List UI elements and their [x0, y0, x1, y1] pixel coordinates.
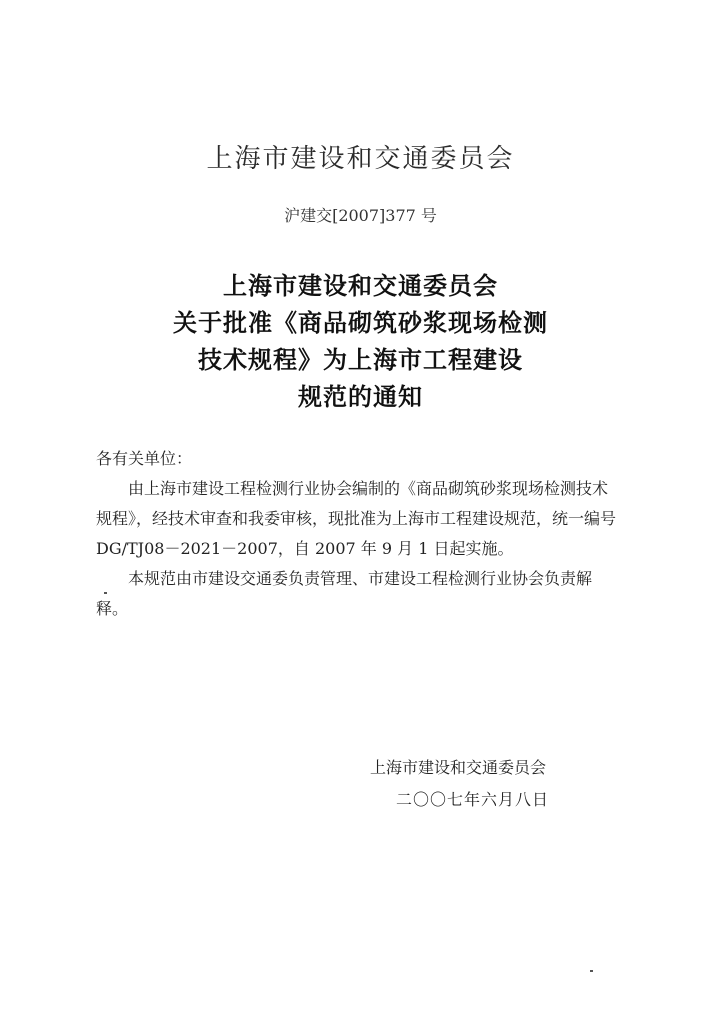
title-line: 规范的通知	[298, 383, 423, 411]
scan-speck	[104, 592, 107, 594]
notice-body	[96, 444, 616, 624]
signature-organization: 上海市建设和交通委员会	[370, 758, 547, 777]
title-line: 技术规程》为上海市工程建设	[198, 346, 523, 374]
signature-block	[370, 752, 610, 816]
notice-title	[0, 268, 721, 416]
signature-date: 二〇〇七年六月八日	[396, 790, 550, 809]
salutation: 各有关单位：	[96, 449, 193, 468]
body-paragraph: 由上海市建设工程检测行业协会编制的《商品砌筑砂浆现场检测技术规程》，经技术审查和我委审核，现批准为上海市工程建设规范，统一编号 DG/TJ08－2021－2007，自 2007 年 9 月 1 日起实施。	[96, 479, 617, 558]
body-paragraph: 本规范由市建设交通委负责管理、市建设工程检测行业协会负责解释。	[96, 569, 593, 618]
scan-speck	[590, 970, 593, 972]
title-line: 关于批准《商品砌筑砂浆现场检测	[173, 309, 548, 337]
title-line: 上海市建设和交通委员会	[223, 272, 498, 300]
issuer-header: 上海市建设和交通委员会	[206, 144, 515, 174]
document-number: 沪建交[2007]377 号	[284, 206, 437, 225]
